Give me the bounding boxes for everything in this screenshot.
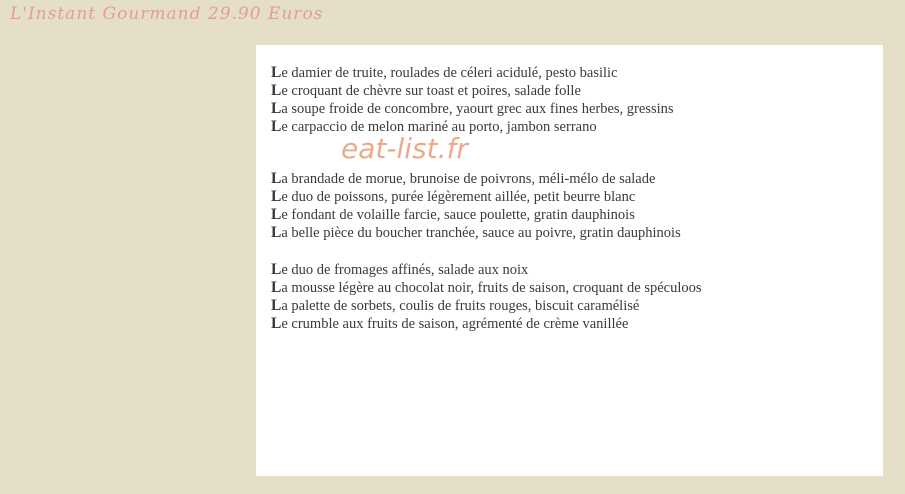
mains-list	[271, 170, 681, 242]
desserts-list	[271, 261, 702, 333]
menu-item: Le damier de truite, roulades de céleri acidulé, pesto basilic	[271, 64, 618, 81]
starters-list	[271, 64, 674, 136]
menu-title: L'Instant Gourmand 29.90 Euros	[10, 4, 324, 24]
menu-card	[256, 45, 883, 476]
menu-item: La belle pièce du boucher tranchée, sauce au poivre, gratin dauphinois	[271, 224, 681, 241]
menu-item: Le croquant de chèvre sur toast et poires, salade folle	[271, 82, 581, 99]
menu-item: Le duo de poissons, purée légèrement aillée, petit beurre blanc	[271, 188, 636, 205]
menu-item: Le duo de fromages affinés, salade aux noix	[271, 261, 529, 278]
menu-item: La soupe froide de concombre, yaourt grec aux fines herbes, gressins	[271, 100, 674, 117]
menu-item: Le fondant de volaille farcie, sauce poulette, gratin dauphinois	[271, 206, 635, 223]
menu-item: La mousse légère au chocolat noir, fruits de saison, croquant de spéculoos	[271, 279, 702, 296]
watermark: eat-list.fr	[341, 132, 468, 165]
menu-item: Le carpaccio de melon mariné au porto, jambon serrano	[271, 118, 597, 135]
menu-item: Le crumble aux fruits de saison, agrémenté de crème vanillée	[271, 315, 629, 332]
menu-item: La palette de sorbets, coulis de fruits rouges, biscuit caramélisé	[271, 297, 640, 314]
menu-item: La brandade de morue, brunoise de poivrons, méli-mélo de salade	[271, 170, 656, 187]
